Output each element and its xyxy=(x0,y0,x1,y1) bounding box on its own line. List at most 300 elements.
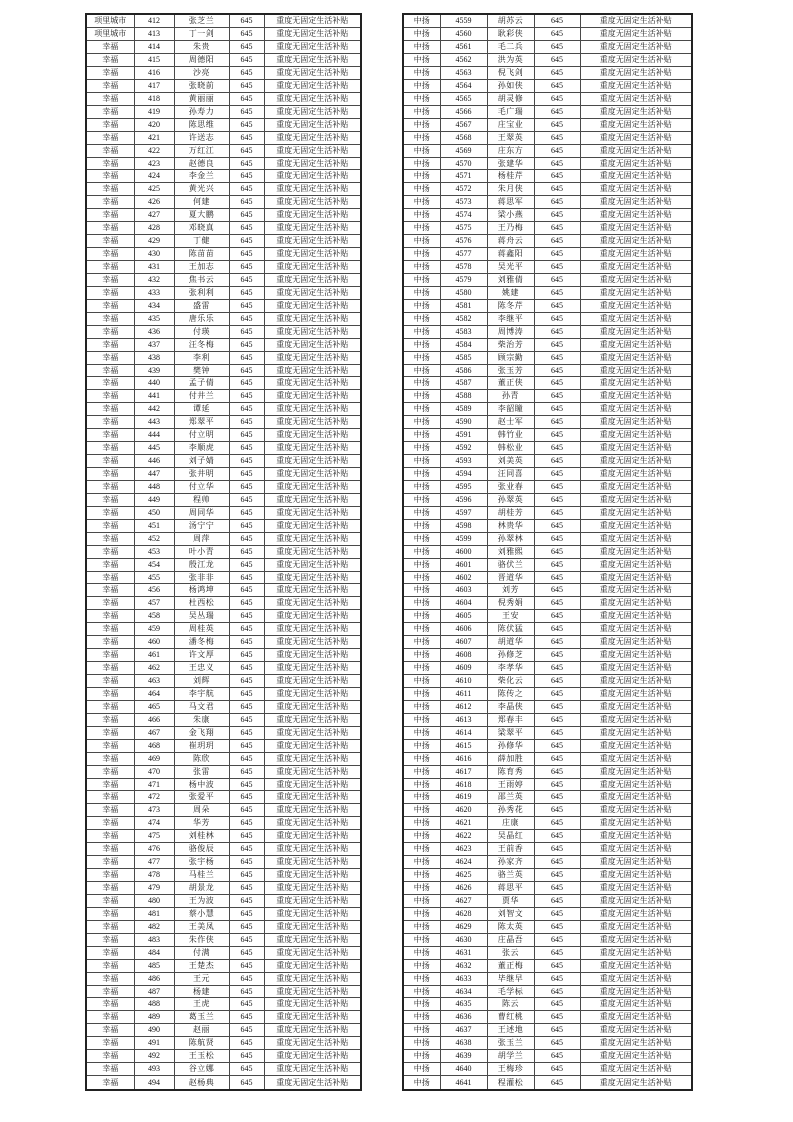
cell-seq: 4630 xyxy=(440,933,487,946)
cell-region: 幸福 xyxy=(86,998,134,1011)
cell-name: 洪为英 xyxy=(487,54,534,67)
cell-amount: 645 xyxy=(534,170,580,183)
table-row xyxy=(403,455,692,468)
cell-subsidy: 重度无固定生活补贴 xyxy=(580,532,692,545)
table-row xyxy=(403,610,692,623)
cell-seq: 4632 xyxy=(440,959,487,972)
cell-subsidy: 重度无固定生活补贴 xyxy=(580,623,692,636)
cell-name: 周桂英 xyxy=(174,623,229,636)
cell-name: 付井兰 xyxy=(174,390,229,403)
cell-subsidy: 重度无固定生活补贴 xyxy=(264,778,361,791)
cell-amount: 645 xyxy=(229,325,264,338)
cell-subsidy: 重度无固定生活补贴 xyxy=(264,959,361,972)
cell-amount: 645 xyxy=(229,856,264,869)
cell-seq: 4569 xyxy=(440,144,487,157)
table-row xyxy=(86,998,361,1011)
cell-subsidy: 重度无固定生活补贴 xyxy=(264,131,361,144)
cell-seq: 4601 xyxy=(440,558,487,571)
cell-region: 幸福 xyxy=(86,429,134,442)
table-row xyxy=(86,649,361,662)
cell-region: 中扬 xyxy=(403,403,440,416)
cell-subsidy: 重度无固定生活补贴 xyxy=(580,700,692,713)
cell-subsidy: 重度无固定生活补贴 xyxy=(580,1024,692,1037)
cell-seq: 429 xyxy=(134,235,174,248)
cell-seq: 431 xyxy=(134,261,174,274)
table-row xyxy=(86,170,361,183)
cell-subsidy: 重度无固定生活补贴 xyxy=(264,649,361,662)
cell-subsidy: 重度无固定生活补贴 xyxy=(580,286,692,299)
cell-amount: 645 xyxy=(534,235,580,248)
cell-region: 幸福 xyxy=(86,726,134,739)
cell-region: 中扬 xyxy=(403,597,440,610)
table-row xyxy=(86,532,361,545)
cell-seq: 4634 xyxy=(440,985,487,998)
cell-region: 幸福 xyxy=(86,468,134,481)
cell-subsidy: 重度无固定生活补贴 xyxy=(264,1037,361,1050)
table-row xyxy=(86,1024,361,1037)
cell-name: 姚建 xyxy=(487,286,534,299)
cell-region: 幸福 xyxy=(86,183,134,196)
cell-seq: 4604 xyxy=(440,597,487,610)
cell-name: 刘子婧 xyxy=(174,455,229,468)
cell-seq: 424 xyxy=(134,170,174,183)
cell-seq: 476 xyxy=(134,843,174,856)
cell-region: 幸福 xyxy=(86,1063,134,1076)
cell-amount: 645 xyxy=(534,817,580,830)
cell-seq: 485 xyxy=(134,959,174,972)
table-row xyxy=(403,209,692,222)
cell-amount: 645 xyxy=(534,571,580,584)
cell-subsidy: 重度无固定生活补贴 xyxy=(264,79,361,92)
cell-name: 毕继早 xyxy=(487,972,534,985)
cell-name: 黄光兴 xyxy=(174,183,229,196)
cell-seq: 438 xyxy=(134,351,174,364)
cell-name: 曹红桃 xyxy=(487,1011,534,1024)
cell-name: 汤宁宁 xyxy=(174,519,229,532)
cell-subsidy: 重度无固定生活补贴 xyxy=(580,506,692,519)
table-row xyxy=(86,364,361,377)
cell-subsidy: 重度无固定生活补贴 xyxy=(580,907,692,920)
cell-subsidy: 重度无固定生活补贴 xyxy=(264,675,361,688)
table-row xyxy=(86,261,361,274)
cell-subsidy: 重度无固定生活补贴 xyxy=(580,364,692,377)
subsidy-table-left-container xyxy=(85,13,360,1091)
cell-region: 幸福 xyxy=(86,791,134,804)
table-row xyxy=(403,545,692,558)
table-row xyxy=(86,390,361,403)
cell-amount: 645 xyxy=(229,14,264,28)
cell-seq: 481 xyxy=(134,907,174,920)
table-row xyxy=(86,1011,361,1024)
cell-subsidy: 重度无固定生活补贴 xyxy=(264,545,361,558)
cell-region: 幸福 xyxy=(86,66,134,79)
cell-amount: 645 xyxy=(229,1037,264,1050)
cell-amount: 645 xyxy=(229,933,264,946)
table-row xyxy=(86,28,361,41)
cell-name: 孙翠林 xyxy=(487,532,534,545)
table-row xyxy=(403,364,692,377)
cell-subsidy: 重度无固定生活补贴 xyxy=(264,299,361,312)
cell-seq: 490 xyxy=(134,1024,174,1037)
table-row xyxy=(403,1037,692,1050)
cell-region: 幸福 xyxy=(86,455,134,468)
cell-seq: 4605 xyxy=(440,610,487,623)
cell-seq: 4620 xyxy=(440,804,487,817)
cell-amount: 645 xyxy=(229,1063,264,1076)
cell-name: 王楚杰 xyxy=(174,959,229,972)
cell-amount: 645 xyxy=(534,713,580,726)
table-row xyxy=(403,54,692,67)
cell-region: 幸福 xyxy=(86,157,134,170)
cell-subsidy: 重度无固定生活补贴 xyxy=(580,144,692,157)
table-row xyxy=(403,817,692,830)
cell-name: 程灌松 xyxy=(487,1076,534,1090)
cell-subsidy: 重度无固定生活补贴 xyxy=(264,830,361,843)
cell-amount: 645 xyxy=(534,338,580,351)
cell-amount: 645 xyxy=(229,480,264,493)
cell-name: 董正侠 xyxy=(487,377,534,390)
cell-seq: 4585 xyxy=(440,351,487,364)
cell-subsidy: 重度无固定生活补贴 xyxy=(580,519,692,532)
cell-amount: 645 xyxy=(534,623,580,636)
cell-subsidy: 重度无固定生活补贴 xyxy=(580,933,692,946)
table-row xyxy=(403,235,692,248)
table-row xyxy=(403,105,692,118)
cell-seq: 413 xyxy=(134,28,174,41)
cell-amount: 645 xyxy=(229,131,264,144)
cell-region: 幸福 xyxy=(86,817,134,830)
cell-seq: 4593 xyxy=(440,455,487,468)
cell-seq: 430 xyxy=(134,248,174,261)
table-row xyxy=(403,972,692,985)
cell-name: 王乃梅 xyxy=(487,222,534,235)
cell-region: 幸福 xyxy=(86,558,134,571)
cell-amount: 645 xyxy=(534,183,580,196)
table-row xyxy=(403,273,692,286)
cell-seq: 4633 xyxy=(440,972,487,985)
cell-region: 中扬 xyxy=(403,804,440,817)
cell-amount: 645 xyxy=(534,662,580,675)
cell-name: 付立华 xyxy=(174,480,229,493)
cell-amount: 645 xyxy=(534,131,580,144)
cell-subsidy: 重度无固定生活补贴 xyxy=(264,972,361,985)
cell-name: 杨建 xyxy=(174,985,229,998)
cell-region: 幸福 xyxy=(86,972,134,985)
cell-seq: 432 xyxy=(134,273,174,286)
cell-subsidy: 重度无固定生活补贴 xyxy=(264,390,361,403)
cell-amount: 645 xyxy=(229,299,264,312)
table-row xyxy=(86,235,361,248)
cell-subsidy: 重度无固定生活补贴 xyxy=(264,610,361,623)
cell-subsidy: 重度无固定生活补贴 xyxy=(580,41,692,54)
cell-subsidy: 重度无固定生活补贴 xyxy=(580,429,692,442)
cell-subsidy: 重度无固定生活补贴 xyxy=(264,519,361,532)
cell-amount: 645 xyxy=(229,364,264,377)
cell-amount: 645 xyxy=(534,700,580,713)
cell-seq: 461 xyxy=(134,649,174,662)
table-row xyxy=(86,196,361,209)
cell-name: 张芝兰 xyxy=(174,14,229,28)
cell-seq: 466 xyxy=(134,713,174,726)
cell-region: 幸福 xyxy=(86,1024,134,1037)
cell-region: 幸福 xyxy=(86,1050,134,1063)
table-row xyxy=(403,985,692,998)
cell-name: 庄晶吾 xyxy=(487,933,534,946)
cell-name: 胡灵修 xyxy=(487,92,534,105)
cell-seq: 4566 xyxy=(440,105,487,118)
cell-name: 周德阳 xyxy=(174,54,229,67)
cell-subsidy: 重度无固定生活补贴 xyxy=(580,183,692,196)
cell-region: 幸福 xyxy=(86,390,134,403)
cell-name: 王安 xyxy=(487,610,534,623)
cell-seq: 484 xyxy=(134,946,174,959)
table-row xyxy=(403,804,692,817)
cell-name: 李金兰 xyxy=(174,170,229,183)
cell-subsidy: 重度无固定生活补贴 xyxy=(580,377,692,390)
cell-subsidy: 重度无固定生活补贴 xyxy=(580,1076,692,1090)
cell-seq: 469 xyxy=(134,752,174,765)
cell-name: 王为波 xyxy=(174,894,229,907)
cell-region: 中扬 xyxy=(403,92,440,105)
cell-name: 柴治芳 xyxy=(487,338,534,351)
cell-seq: 4574 xyxy=(440,209,487,222)
cell-subsidy: 重度无固定生活补贴 xyxy=(580,843,692,856)
cell-name: 林贵华 xyxy=(487,519,534,532)
cell-seq: 4580 xyxy=(440,286,487,299)
cell-seq: 435 xyxy=(134,312,174,325)
cell-region: 中扬 xyxy=(403,442,440,455)
cell-amount: 645 xyxy=(229,79,264,92)
cell-subsidy: 重度无固定生活补贴 xyxy=(580,597,692,610)
cell-name: 孟子倩 xyxy=(174,377,229,390)
cell-amount: 645 xyxy=(229,1050,264,1063)
cell-amount: 645 xyxy=(229,946,264,959)
cell-seq: 4576 xyxy=(440,235,487,248)
cell-subsidy: 重度无固定生活补贴 xyxy=(264,312,361,325)
cell-region: 中扬 xyxy=(403,261,440,274)
cell-name: 孙寿力 xyxy=(174,105,229,118)
cell-region: 幸福 xyxy=(86,312,134,325)
cell-region: 中扬 xyxy=(403,144,440,157)
cell-subsidy: 重度无固定生活补贴 xyxy=(264,416,361,429)
cell-amount: 645 xyxy=(534,791,580,804)
cell-subsidy: 重度无固定生活补贴 xyxy=(264,28,361,41)
cell-subsidy: 重度无固定生活补贴 xyxy=(580,54,692,67)
cell-seq: 426 xyxy=(134,196,174,209)
cell-subsidy: 重度无固定生活补贴 xyxy=(580,403,692,416)
cell-subsidy: 重度无固定生活补贴 xyxy=(264,248,361,261)
cell-region: 中扬 xyxy=(403,506,440,519)
cell-name: 丁健 xyxy=(174,235,229,248)
cell-amount: 645 xyxy=(534,1050,580,1063)
table-row xyxy=(403,662,692,675)
cell-name: 刘雅倩 xyxy=(487,273,534,286)
cell-amount: 645 xyxy=(229,985,264,998)
cell-seq: 4581 xyxy=(440,299,487,312)
cell-seq: 4625 xyxy=(440,869,487,882)
cell-amount: 645 xyxy=(229,571,264,584)
cell-subsidy: 重度无固定生活补贴 xyxy=(264,907,361,920)
table-row xyxy=(86,972,361,985)
cell-amount: 645 xyxy=(229,739,264,752)
cell-amount: 645 xyxy=(534,1037,580,1050)
cell-subsidy: 重度无固定生活补贴 xyxy=(264,222,361,235)
cell-seq: 4598 xyxy=(440,519,487,532)
cell-amount: 645 xyxy=(229,649,264,662)
table-row xyxy=(86,325,361,338)
table-row xyxy=(403,843,692,856)
cell-seq: 473 xyxy=(134,804,174,817)
cell-amount: 645 xyxy=(229,584,264,597)
cell-subsidy: 重度无固定生活补贴 xyxy=(580,726,692,739)
cell-seq: 412 xyxy=(134,14,174,28)
table-row xyxy=(86,209,361,222)
cell-region: 幸福 xyxy=(86,416,134,429)
cell-name: 汪冬梅 xyxy=(174,338,229,351)
cell-seq: 471 xyxy=(134,778,174,791)
cell-region: 中扬 xyxy=(403,920,440,933)
cell-subsidy: 重度无固定生活补贴 xyxy=(580,610,692,623)
cell-region: 中扬 xyxy=(403,79,440,92)
cell-name: 胡桂芳 xyxy=(487,506,534,519)
cell-amount: 645 xyxy=(229,92,264,105)
cell-amount: 645 xyxy=(534,649,580,662)
cell-amount: 645 xyxy=(229,882,264,895)
cell-region: 中扬 xyxy=(403,196,440,209)
cell-amount: 645 xyxy=(229,843,264,856)
cell-seq: 4588 xyxy=(440,390,487,403)
cell-name: 朱康 xyxy=(174,713,229,726)
cell-name: 顾宗勤 xyxy=(487,351,534,364)
cell-subsidy: 重度无固定生活补贴 xyxy=(264,558,361,571)
cell-amount: 645 xyxy=(534,66,580,79)
cell-region: 中扬 xyxy=(403,623,440,636)
table-row xyxy=(86,933,361,946)
cell-region: 中扬 xyxy=(403,584,440,597)
cell-region: 中扬 xyxy=(403,105,440,118)
cell-name: 盛雷 xyxy=(174,299,229,312)
cell-region: 幸福 xyxy=(86,480,134,493)
cell-seq: 415 xyxy=(134,54,174,67)
cell-name: 汪同喜 xyxy=(487,468,534,481)
cell-seq: 416 xyxy=(134,66,174,79)
cell-name: 韩竹业 xyxy=(487,429,534,442)
table-row xyxy=(403,1076,692,1090)
table-row xyxy=(86,558,361,571)
cell-name: 王玉松 xyxy=(174,1050,229,1063)
cell-region: 中扬 xyxy=(403,338,440,351)
cell-region: 中扬 xyxy=(403,662,440,675)
cell-amount: 645 xyxy=(229,338,264,351)
cell-amount: 645 xyxy=(534,54,580,67)
cell-subsidy: 重度无固定生活补贴 xyxy=(264,946,361,959)
cell-amount: 645 xyxy=(229,791,264,804)
cell-seq: 470 xyxy=(134,765,174,778)
cell-amount: 645 xyxy=(229,1076,264,1090)
cell-subsidy: 重度无固定生活补贴 xyxy=(580,66,692,79)
cell-seq: 4587 xyxy=(440,377,487,390)
cell-subsidy: 重度无固定生活补贴 xyxy=(264,791,361,804)
cell-amount: 645 xyxy=(534,455,580,468)
table-row xyxy=(403,390,692,403)
cell-amount: 645 xyxy=(534,403,580,416)
cell-seq: 434 xyxy=(134,299,174,312)
cell-region: 中扬 xyxy=(403,765,440,778)
cell-region: 中扬 xyxy=(403,998,440,1011)
table-row xyxy=(403,248,692,261)
table-row xyxy=(403,183,692,196)
cell-name: 张爱平 xyxy=(174,791,229,804)
cell-amount: 645 xyxy=(229,105,264,118)
table-row xyxy=(86,843,361,856)
cell-name: 丁一剑 xyxy=(174,28,229,41)
cell-subsidy: 重度无固定生活补贴 xyxy=(264,14,361,28)
cell-seq: 456 xyxy=(134,584,174,597)
cell-region: 幸福 xyxy=(86,946,134,959)
cell-name: 陈伏猛 xyxy=(487,623,534,636)
cell-subsidy: 重度无固定生活补贴 xyxy=(264,985,361,998)
cell-region: 中扬 xyxy=(403,157,440,170)
cell-region: 幸福 xyxy=(86,856,134,869)
cell-name: 胡苏云 xyxy=(487,14,534,28)
cell-amount: 645 xyxy=(229,54,264,67)
cell-region: 中扬 xyxy=(403,972,440,985)
cell-region: 幸福 xyxy=(86,131,134,144)
cell-amount: 645 xyxy=(534,92,580,105)
cell-name: 付瑛 xyxy=(174,325,229,338)
cell-name: 吴光平 xyxy=(487,261,534,274)
cell-name: 孙如侠 xyxy=(487,79,534,92)
cell-name: 陈思维 xyxy=(174,118,229,131)
cell-region: 幸福 xyxy=(86,286,134,299)
cell-region: 幸福 xyxy=(86,882,134,895)
cell-seq: 425 xyxy=(134,183,174,196)
cell-amount: 645 xyxy=(229,920,264,933)
table-row xyxy=(403,325,692,338)
cell-name: 柴化云 xyxy=(487,675,534,688)
cell-subsidy: 重度无固定生活补贴 xyxy=(580,157,692,170)
cell-amount: 645 xyxy=(229,907,264,920)
cell-name: 周萍 xyxy=(174,532,229,545)
cell-name: 李顺虎 xyxy=(174,442,229,455)
cell-name: 李晶侠 xyxy=(487,700,534,713)
subsidy-table-left xyxy=(85,13,362,1091)
cell-subsidy: 重度无固定生活补贴 xyxy=(264,1024,361,1037)
cell-region: 幸福 xyxy=(86,623,134,636)
cell-amount: 645 xyxy=(534,675,580,688)
cell-subsidy: 重度无固定生活补贴 xyxy=(264,726,361,739)
cell-region: 中扬 xyxy=(403,894,440,907)
cell-name: 夏大鹏 xyxy=(174,209,229,222)
cell-name: 付立明 xyxy=(174,429,229,442)
cell-seq: 4575 xyxy=(440,222,487,235)
cell-amount: 645 xyxy=(534,506,580,519)
cell-amount: 645 xyxy=(534,416,580,429)
cell-name: 梁翠平 xyxy=(487,726,534,739)
cell-subsidy: 重度无固定生活补贴 xyxy=(580,79,692,92)
cell-subsidy: 重度无固定生活补贴 xyxy=(264,429,361,442)
table-row xyxy=(86,636,361,649)
cell-seq: 4629 xyxy=(440,920,487,933)
cell-amount: 645 xyxy=(534,196,580,209)
cell-seq: 417 xyxy=(134,79,174,92)
cell-subsidy: 重度无固定生活补贴 xyxy=(580,830,692,843)
cell-subsidy: 重度无固定生活补贴 xyxy=(264,920,361,933)
cell-amount: 645 xyxy=(534,325,580,338)
cell-seq: 443 xyxy=(134,416,174,429)
cell-subsidy: 重度无固定生活补贴 xyxy=(580,235,692,248)
cell-subsidy: 重度无固定生活补贴 xyxy=(580,92,692,105)
